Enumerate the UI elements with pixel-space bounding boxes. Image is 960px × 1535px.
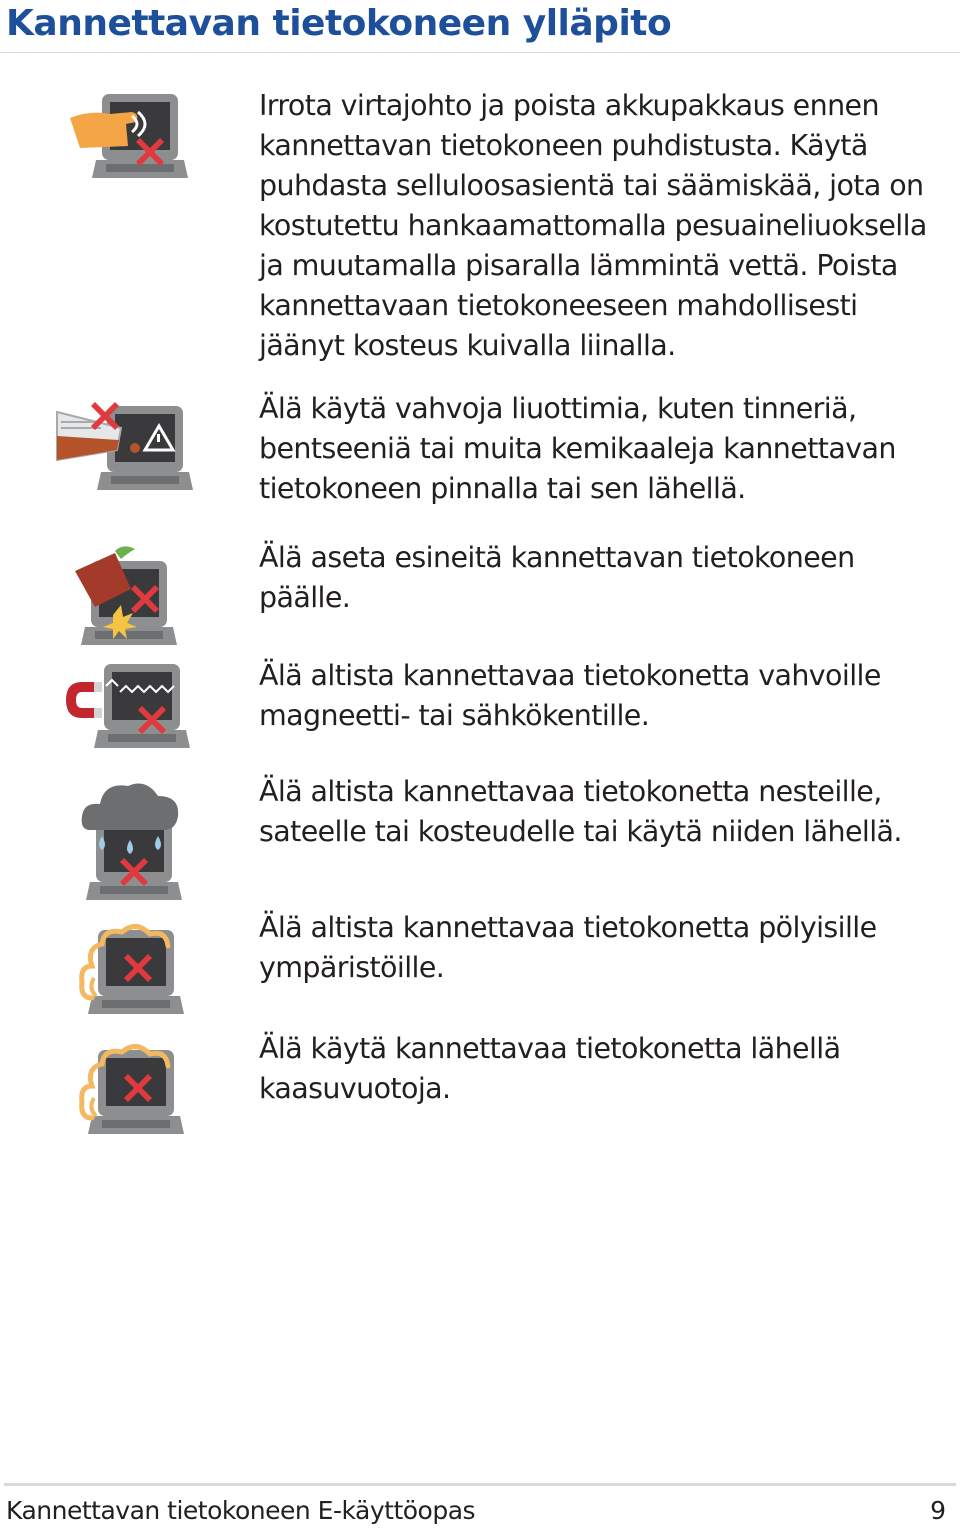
page-number: 9 [930,1496,946,1525]
hand-on-laptop-icon [70,92,200,188]
footer-divider [4,1483,956,1486]
magnet-icon [62,662,197,757]
falling-object-icon [75,545,190,650]
maintenance-instruction-5: Älä altista kannettavaa tietokonetta nesteille, sateelle tai kosteudelle tai käytä niiden lähellä. [259,775,902,848]
maintenance-instruction-3: Älä aseta esineitä kannettavan tietokoneen päälle. [259,541,855,614]
gas-leak-icon [78,1038,188,1143]
maintenance-instruction-2: Älä käytä vahvoja liuottimia, kuten tinneriä, bentseeniä tai muita kemikaaleja kannettavan tietokoneen pinnalla tai sen lähellä. [259,392,896,505]
maintenance-instruction-6: Älä altista kannettavaa tietokonetta pölyisille ympäristöille. [259,911,877,984]
dust-cloud-icon [78,918,188,1023]
chemical-beaker-icon [55,400,205,500]
title-divider [0,52,960,53]
maintenance-instruction-7: Älä käytä kannettavaa tietokonetta lähellä kaasuvuotoja. [259,1032,841,1105]
manual-title: Kannettavan tietokoneen E-käyttöopas [6,1496,476,1525]
rain-cloud-icon [80,778,185,903]
maintenance-instruction-1: Irrota virtajohto ja poista akkupakkaus ennen kannettavan tietokoneen puhdistusta. Käytä puhdasta selluloosasientä tai säämiskää, jota on kostutettu hankaamattomalla pesuaineliuoksella ja muutamalla pisaralla lämmintä vettä. Poista kannettavaan tietokoneeseen mahdollisesti jäänyt kosteus kuivalla liinalla. [259,89,927,362]
page-title: Kannettavan tietokoneen ylläpito [6,3,672,44]
maintenance-instruction-4: Älä altista kannettavaa tietokonetta vahvoille magneetti- tai sähkökentille. [259,659,881,732]
